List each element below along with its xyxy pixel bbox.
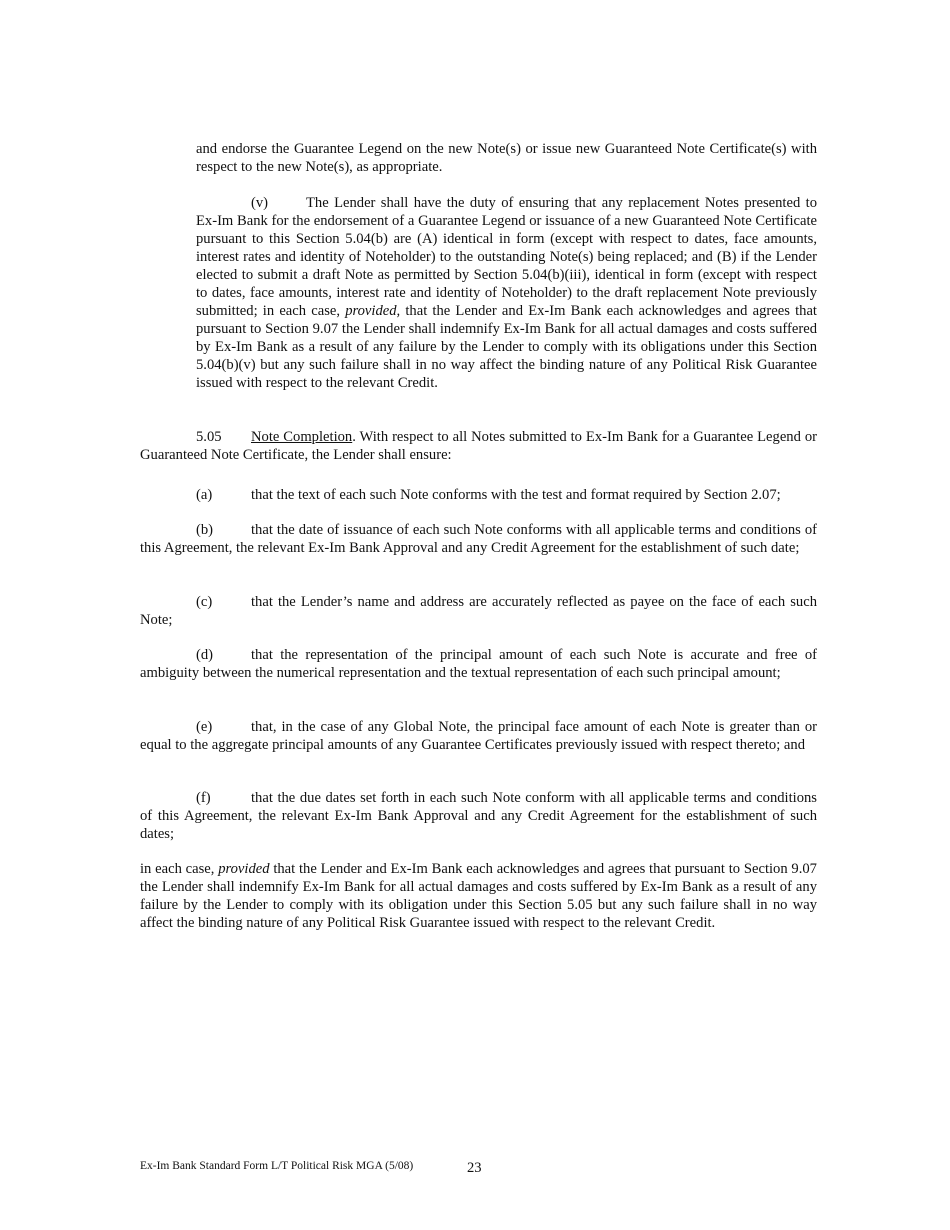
paragraph-v: (v) The Lender shall have the duty of ensuring that any replacement Notes presented to Ex-Im Bank for the endorsement of a Guarantee Legend or issuance of a new Guaranteed Note Certificate pursuant to this Section 5.04(b) are (A) identical in form (except with respect to dates, face amounts, interest rates and identity of Noteholder) to the outstanding Note(s) being replaced; and (B) if the Lender elected to submit a draft Note as permitted by Section 5.04(b)(iii), identical in form (except with respect to dates, face amounts, interest rate and identity of Noteholder) to the draft replacement Note previously submitted; in each case, provided, that the Lender and Ex-Im Bank each acknowledges and agrees that pursuant to Section 9.07 the Lender shall indemnify Ex-Im Bank for all actual damages and costs suffered by Ex-Im Bank as a result of any failure by the Lender to comply with its obligations under this Section 5.04(b)(v) but any such failure shall in no way affect the binding nature of any Political Risk Guarantee issued with respect to the relevant Credit. (196, 195, 817, 391)
page-number: 23 (467, 1160, 482, 1176)
section-number: 5.05 (196, 429, 222, 445)
closing-paragraph: in each case, provided that the Lender and Ex-Im Bank each acknowledges and agrees that pursuant to Section 9.07 the Lender shall indemnify Ex-Im Bank for all actual damages and costs suffered by Ex-Im Bank as a result of any failure by the Lender to comply with its obligation under this Section 5.05 but any such failure shall in no way affect the binding nature of any Political Risk Guarantee issued with respect to the relevant Credit. (140, 861, 817, 931)
list-item-e: (e) that, in the case of any Global Note, the principal face amount of each Note is greater than or equal to the aggregate principal amounts of any Guarantee Certificates previously issued with respect thereto; and (140, 719, 817, 753)
section-heading: Note Completion (251, 429, 353, 445)
item-label: (v) (251, 195, 269, 211)
list-item-a: (a) that the text of each such Note conforms with the test and format required by Section 2.07; (196, 487, 781, 503)
list-item-b: (b) that the date of issuance of each such Note conforms with all applicable terms and conditions of this Agreement, the relevant Ex-Im Bank Approval and any Credit Agreement for the establishment of such date; (140, 522, 817, 556)
section-5-05: 5.05 Note Completion. With respect to all Notes submitted to Ex-Im Bank for a Guarantee Legend or Guaranteed Note Certificate, the Lender shall ensure: (140, 429, 817, 463)
list-item-d: (d) that the representation of the principal amount of each such Note is accurate and free of ambiguity between the numerical representation and the textual representation of each such principal amount; (140, 647, 817, 681)
footer-form-id: Ex-Im Bank Standard Form L/T Political Risk MGA (5/08) (140, 1160, 414, 1172)
list-item-c: (c) that the Lender’s name and address are accurately reflected as payee on the face of each such Note; (140, 594, 817, 628)
list-item-f: (f) that the due dates set forth in each such Note conform with all applicable terms and conditions of this Agreement, the relevant Ex-Im Bank Approval and any Credit Agreement for the establishment of such dates; (140, 790, 817, 842)
paragraph-continuation: and endorse the Guarantee Legend on the new Note(s) or issue new Guaranteed Note Certificate(s) with respect to the new Note(s), as appropriate. (196, 141, 817, 175)
